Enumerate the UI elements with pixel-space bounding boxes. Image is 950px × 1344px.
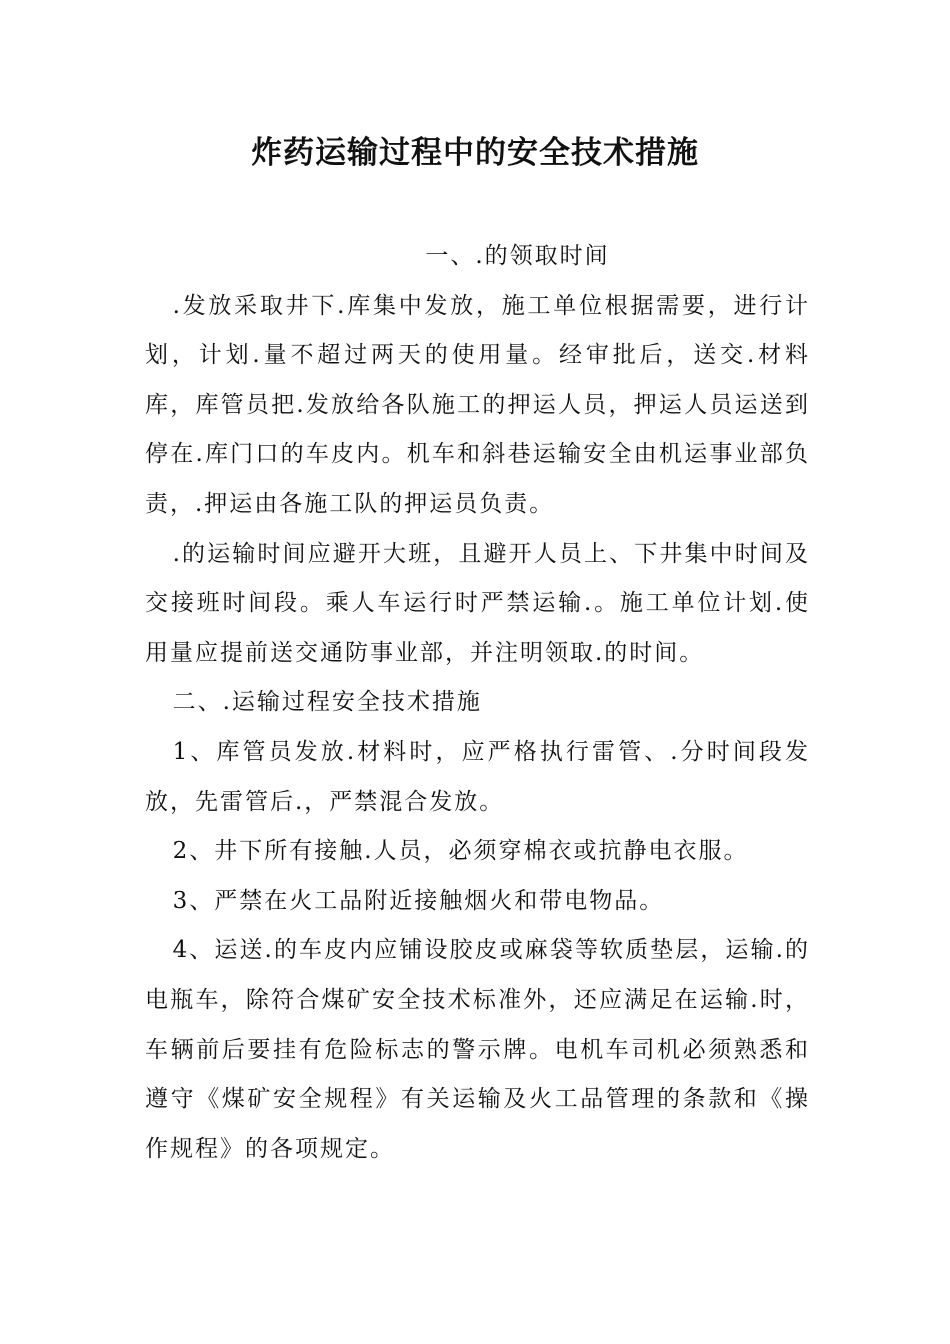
paragraph: 2、井下所有接触.人员，必须穿棉衣或抗静电衣服。 [172,838,749,865]
section-heading-1: 一、.的领取时间 [425,243,610,269]
document-title: 炸药运输过程中的安全技术措施 [251,135,699,171]
document-body [145,232,810,1174]
section-heading-2: 二、.运输过程安全技术措施 [172,689,482,716]
paragraph: .发放采取井下.库集中发放，施工单位根据需要，进行计划，计划.量不超过两天的使用量。经审批后，送交.材料库，库管员把.发放给各队施工的押运人员，押运人员运送到停在.库门口的车皮内。机车和斜巷运输安全由机运事业部负责，.押运由各施工队的押运员负责。 [145,292,810,517]
paragraph: 3、严禁在火工品附近接触烟火和带电物品。 [172,887,665,914]
paragraph: .的运输时间应避开大班，且避开人员上、下井集中时间及交接班时间段。乘人车运行时严禁运输.。施工单位计划.使用量应提前送交通防事业部，并注明领取.的时间。 [145,540,810,666]
paragraph: 4、运送.的车皮内应铺设胶皮或麻袋等软质垫层，运输.的电瓶车，除符合煤矿安全技术标准外，还应满足在运输.时，车辆前后要挂有危险标志的警示牌。电机车司机必须熟悉和遵守《煤矿安全规程》有关运输及火工品管理的条款和《操作规程》的各项规定。 [145,937,810,1162]
paragraph: 1、库管员发放.材料时，应严格执行雷管、.分时间段发放，先雷管后.，严禁混合发放。 [145,738,810,815]
